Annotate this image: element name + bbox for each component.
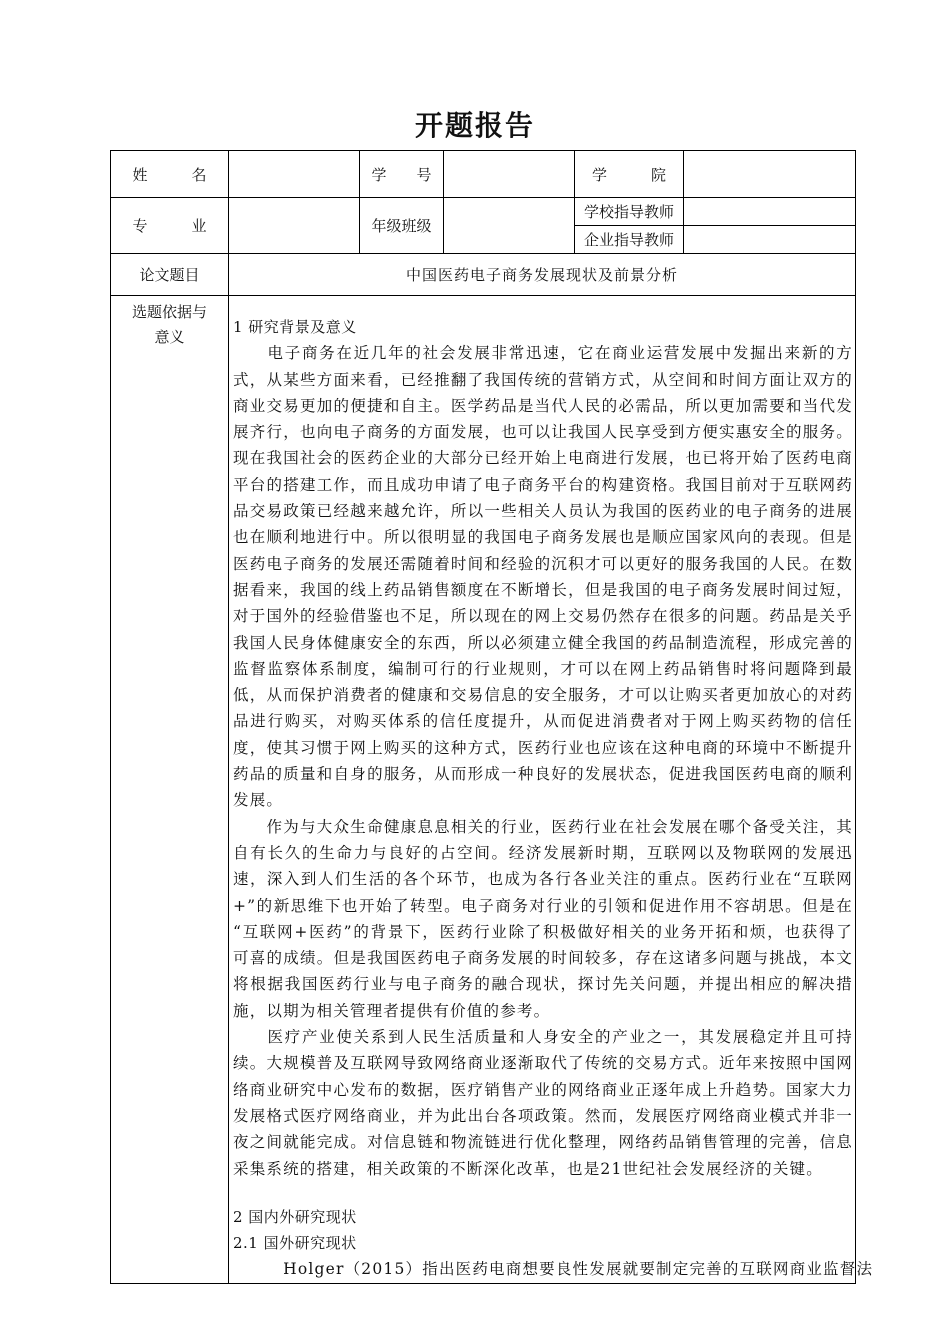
text-line: 现在我国社会的医药企业的大部分已经开始上电商进行发展，也已将开始了医药电商 — [233, 449, 853, 468]
text-line: “互联网+医药”的背景下，医药行业除了积极做好相关的业务开拓和烦，也获得了 — [233, 922, 853, 941]
text-line: 电子商务在近几年的社会发展非常迅速，它在商业运营发展中发掘出来新的方 — [233, 344, 853, 363]
proposal-form-table — [110, 150, 874, 1284]
enterprise-advisor-label: 企业指导教师 — [575, 226, 684, 254]
student-no-label: 学 号 — [360, 151, 444, 198]
section1-heading: 1 研究背景及意义 — [233, 318, 357, 336]
text-line: 可喜的成绩。但是我国医药电子商务发展的时间较多，存在这诸多问题与挑战，本文 — [233, 949, 853, 968]
basis-content — [229, 296, 874, 1284]
text-line: 夜之间就能完成。对信息链和物流链进行优化整理，网络药品销售管理的完善，信息 — [233, 1133, 853, 1152]
enterprise-advisor-value-cell[interactable] — [684, 226, 856, 254]
text-line: 医药电子商务的发展还需随着时间和经验的沉积才可以更好的服务我国的人民。在数 — [233, 554, 853, 573]
text-line: 续。大规模普及互联网导致网络商业逐渐取代了传统的交易方式。近年来按照中国网 — [233, 1054, 853, 1073]
text-line: 品交易政策已经越来越允许，所以一些相关人员认为我国的医药业的电子商务的进展 — [233, 502, 853, 521]
name-value-cell[interactable] — [229, 151, 360, 198]
thesis-title-label: 论文题目 — [111, 254, 229, 296]
text-line: 商业交易更加的便捷和自主。医学药品是当代人民的必需品，所以更加需要和当代发 — [233, 396, 853, 415]
text-line: 品进行购买，对购买体系的信任度提升，从而促进消费者对于网上购买药物的信任 — [233, 712, 853, 731]
text-line: 监督监察体系制度，编制可行的行业规则，才可以在网上药品销售时将问题降到最 — [233, 659, 853, 678]
text-line: 速，深入到人们生活的各个环节，也成为各行各业关注的重点。医药行业在“互联网 — [233, 870, 853, 889]
text-line: 对于国外的经验借鉴也不足，所以现在的网上交易仍然存在很多的问题。药品是关乎 — [233, 607, 853, 626]
grade-class-label: 年级班级 — [360, 198, 444, 254]
major-label: 专 业 — [111, 198, 229, 254]
school-advisor-value-cell[interactable] — [684, 198, 856, 226]
text-line: 发展格式医疗网络商业，并为此出台各项政策。然而，发展医疗网络商业模式并非一 — [233, 1106, 853, 1125]
page-title: 开题报告 — [414, 109, 535, 142]
thesis-title-value: 中国医药电子商务发展现状及前景分析 — [229, 254, 856, 296]
section21-heading: 2.1 国外研究现状 — [233, 1234, 357, 1253]
text-line: 式，从某些方面来看，已经推翻了我国传统的营销方式，从空间和时间方面让双方的 — [233, 370, 853, 389]
text-line: 度，使其习惯于网上购买的这种方式，医药行业也应该在这种电商的环境中不断提升 — [233, 738, 853, 757]
paragraph-3 — [233, 1024, 853, 1182]
text-line: 采集系统的搭建，相关政策的不断深化改革，也是21世纪社会发展经济的关键。 — [233, 1159, 823, 1178]
basis-label — [111, 296, 229, 1284]
text-line: +”的新思维下也开始了转型。电子商务对行业的引领和促进作用不容胡思。但是在 — [233, 896, 853, 915]
college-value-cell[interactable] — [684, 151, 856, 198]
grade-class-value-cell[interactable] — [444, 198, 575, 254]
text-line: 医疗产业使关系到人民生活质量和人身安全的产业之一，其发展稳定并且可持 — [233, 1028, 853, 1047]
text-line: 据看来，我国的线上药品销售额度在不断增长，但是我国的电子商务发展时间过短， — [233, 580, 853, 599]
section2-heading: 2 国内外研究现状 — [233, 1207, 357, 1226]
text-line: 也在顺利地进行中。所以很明显的我国电子商务发展也是顺应国家风向的表现。但是 — [233, 528, 853, 547]
school-advisor-label: 学校指导教师 — [575, 198, 684, 226]
text-line: 将根据我国医药行业与电子商务的融合现状，探讨先关问题，并提出相应的解决措 — [233, 975, 853, 994]
paragraph-1 — [233, 340, 853, 813]
student-no-value-cell[interactable] — [444, 151, 575, 198]
text-line: 低，从而保护消费者的健康和交易信息的安全服务，才可以让购买者更加放心的对药 — [233, 686, 853, 705]
text-line: 展齐行，也向电子商务的方面发展，也可以让我国人民享受到方便实惠安全的服务。 — [233, 423, 853, 442]
text-line: 作为与大众生命健康息息相关的行业，医药行业在社会发展在哪个备受关注，其 — [233, 817, 853, 836]
basis-label-line1: 选题依据与 — [131, 303, 207, 321]
text-line: 络商业研究中心发布的数据，医疗销售产业的网络商业正逐年成上升趋势。国家大力 — [233, 1080, 853, 1099]
text-line: 发展。 — [233, 791, 284, 810]
paragraph-2 — [233, 814, 853, 1024]
name-label: 姓 名 — [111, 151, 229, 198]
text-line: 我国人民身体健康安全的东西，所以必须建立健全我国的药品制造流程，形成完善的 — [233, 633, 853, 652]
text-line: 平台的搭建工作，而且成功申请了电子商务平台的构建资格。我国目前对于互联网药 — [233, 475, 853, 494]
text-line: 药品的质量和自身的服务，从而形成一种良好的发展状态，促进我国医药电商的顺利 — [233, 765, 853, 784]
college-label: 学 院 — [575, 151, 684, 198]
paragraph-4-line: Holger（2015）指出医药电商想要良性发展就要制定完善的互联网商业监督法 — [233, 1260, 874, 1279]
text-line: 自有长久的生命力与良好的占空间。经济发展新时期，互联网以及物联网的发展迅 — [233, 843, 853, 862]
major-value-cell[interactable] — [229, 198, 360, 254]
basis-label-line2: 意义 — [154, 328, 185, 346]
text-line: 施，以期为相关管理者提供有价值的参考。 — [233, 1001, 551, 1020]
